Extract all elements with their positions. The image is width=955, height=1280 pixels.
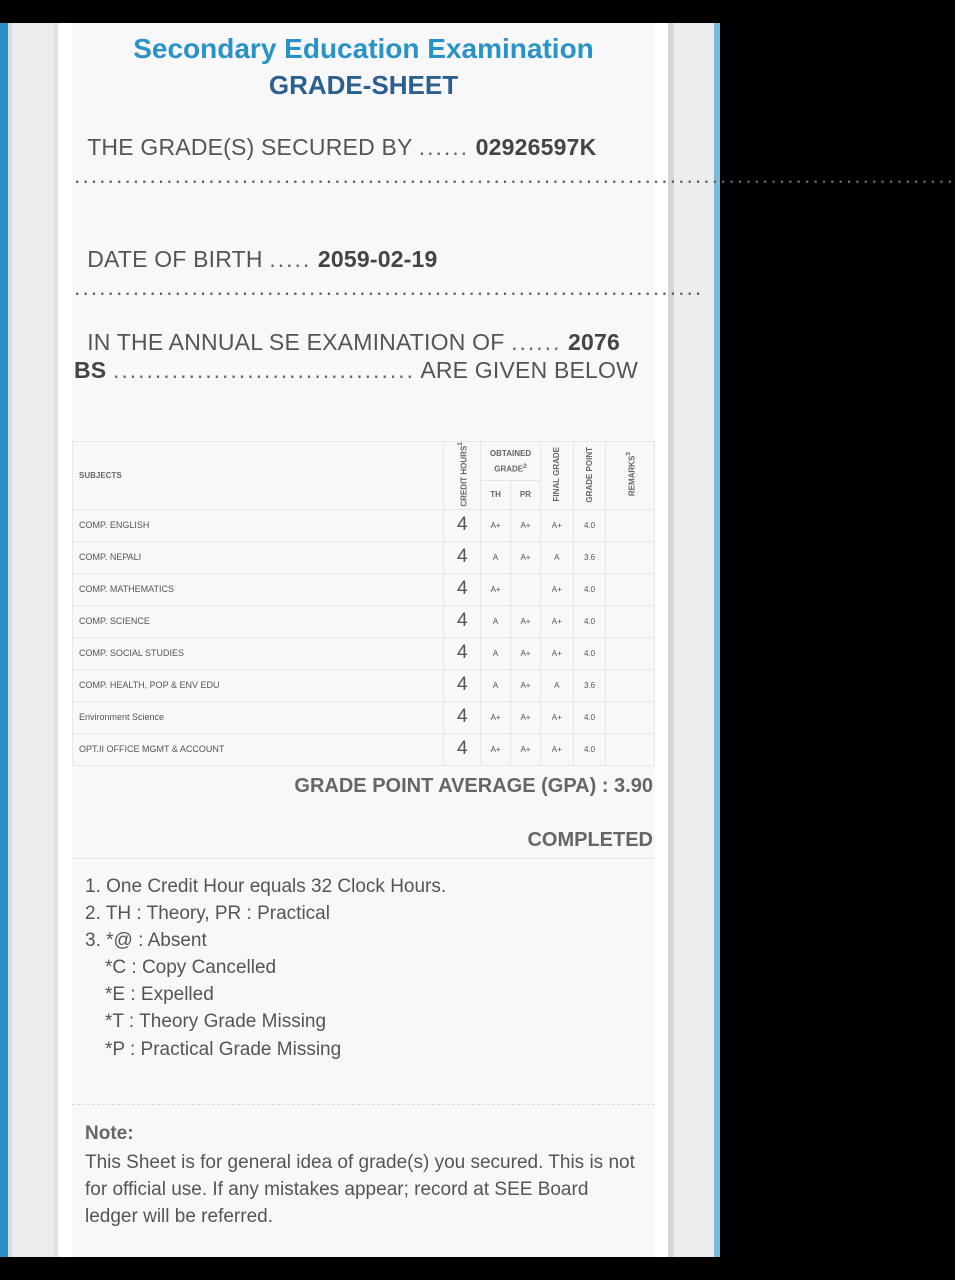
grade-point-cell: 3.6 — [573, 669, 606, 701]
table-row — [73, 637, 655, 669]
th-grade-cell: A+ — [481, 573, 511, 605]
table-row — [73, 573, 655, 605]
secured-by-paragraph: THE GRADE(S) SECURED BY ...... 02926597K ......................................................................................................... — [74, 134, 955, 188]
subject-cell: COMP. ENGLISH — [73, 509, 444, 541]
remarks-cell — [606, 669, 655, 701]
legend-theory-missing: *T : Theory Grade Missing — [105, 1011, 327, 1032]
browser-viewport[interactable] — [0, 23, 955, 1257]
credit-hours-label: CREDIT HOURS — [459, 445, 469, 507]
credit-cell: 4 — [444, 509, 481, 541]
dob-label: DATE OF BIRTH — [87, 246, 263, 272]
grade-point-header — [573, 442, 606, 510]
pr-grade-cell: A+ — [511, 509, 541, 541]
date-of-birth: 2059-02-19 — [317, 246, 438, 272]
credit-cell: 4 — [444, 541, 481, 573]
pr-grade-cell: A+ — [511, 605, 541, 637]
subject-cell: Environment Science — [73, 701, 444, 733]
credit-cell: 4 — [444, 573, 481, 605]
credit-cell: 4 — [444, 605, 481, 637]
credit-cell: 4 — [444, 669, 481, 701]
legend-expelled: *E : Expelled — [105, 984, 214, 1005]
final-grade-cell: A+ — [540, 637, 573, 669]
exam-label: IN THE ANNUAL SE EXAMINATION OF — [87, 329, 505, 355]
remarks-sup: 3 — [624, 452, 632, 456]
subject-cell: COMP. SOCIAL STUDIES — [73, 637, 444, 669]
final-grade-header — [540, 442, 573, 510]
grade-point-cell: 4.0 — [573, 605, 606, 637]
table-header-row — [73, 442, 655, 481]
th-grade-cell: A+ — [481, 733, 511, 765]
pr-grade-cell: A+ — [511, 733, 541, 765]
final-grade-cell: A+ — [540, 573, 573, 605]
remarks-cell — [606, 701, 655, 733]
note-heading: Note: — [85, 1123, 134, 1144]
credit-cell: 4 — [444, 701, 481, 733]
right-gutter — [670, 23, 714, 1257]
exam-year: 2076 BS — [74, 329, 620, 383]
left-gutter — [12, 23, 54, 1257]
subject-cell: COMP. HEALTH, POP & ENV EDU — [73, 669, 444, 701]
table-row — [73, 669, 655, 701]
status-bar — [0, 0, 720, 23]
legend-box — [72, 858, 655, 1105]
symbol-number: 02926597K — [475, 134, 597, 160]
exam-title: Secondary Education Examination — [133, 33, 594, 64]
final-grade-cell: A+ — [540, 509, 573, 541]
grade-point-cell: 4.0 — [573, 573, 606, 605]
grade-sheet-content — [72, 23, 955, 1257]
table-row — [73, 509, 655, 541]
legend-copy-cancelled: *C : Copy Cancelled — [105, 957, 277, 978]
grade-point-cell: 4.0 — [573, 509, 606, 541]
sheet-subtitle: GRADE-SHEET — [268, 70, 459, 100]
th-grade-cell: A+ — [481, 701, 511, 733]
grade-point-cell: 4.0 — [573, 637, 606, 669]
remarks-cell — [606, 605, 655, 637]
pr-grade-cell: A+ — [511, 701, 541, 733]
th-grade-cell: A — [481, 637, 511, 669]
grade-point-cell: 4.0 — [573, 701, 606, 733]
legend-credit-hour: 1. One Credit Hour equals 32 Clock Hours. — [85, 876, 447, 897]
exam-paragraph: IN THE ANNUAL SE EXAMINATION OF ...... 2076 BS .................................... ARE GIVEN BELOW — [74, 329, 639, 383]
pr-grade-cell: A+ — [511, 637, 541, 669]
right-shadow — [668, 23, 674, 1257]
final-grade-cell: A — [540, 541, 573, 573]
table-row — [73, 605, 655, 637]
th-header: TH — [481, 480, 511, 509]
credit-hours-sup: 1 — [456, 442, 464, 446]
obtained-grade-label: OBTAINED GRADE — [489, 448, 532, 474]
credit-cell: 4 — [444, 733, 481, 765]
credit-hours-header — [444, 442, 481, 510]
subject-cell: OPT.II OFFICE MGMT & ACCOUNT — [73, 733, 444, 765]
remarks-label: REMARKS — [627, 455, 637, 497]
scrollbar-track[interactable] — [714, 23, 720, 1257]
legend-absent: 3. *@ : Absent — [85, 930, 207, 951]
grade-point-cell: 4.0 — [573, 733, 606, 765]
final-grade-cell: A+ — [540, 605, 573, 637]
navigation-bar — [0, 1257, 720, 1280]
credit-cell: 4 — [444, 637, 481, 669]
given-below-text: ARE GIVEN BELOW — [420, 357, 639, 383]
grades-table — [72, 441, 655, 766]
subject-cell: COMP. NEPALI — [73, 541, 444, 573]
obtained-grade-header — [481, 442, 541, 481]
remarks-cell — [606, 541, 655, 573]
legend-th-pr: 2. TH : Theory, PR : Practical — [85, 903, 330, 924]
final-grade-cell: A+ — [540, 733, 573, 765]
grade-point-cell: 3.6 — [573, 541, 606, 573]
left-edge-accent — [0, 23, 8, 1257]
table-row — [73, 701, 655, 733]
gpa-summary: GRADE POINT AVERAGE (GPA) : 3.90 — [294, 775, 653, 797]
final-grade-cell: A+ — [540, 701, 573, 733]
final-grade-cell: A — [540, 669, 573, 701]
remarks-cell — [606, 573, 655, 605]
th-grade-cell: A — [481, 605, 511, 637]
legend-practical-missing: *P : Practical Grade Missing — [105, 1039, 342, 1060]
remarks-cell — [606, 637, 655, 669]
table-row — [73, 541, 655, 573]
subjects-header: SUBJECTS — [73, 442, 444, 510]
pr-header: PR — [511, 480, 541, 509]
secured-by-label: THE GRADE(S) SECURED BY — [87, 134, 413, 160]
obtained-grade-sup: 2 — [523, 462, 527, 470]
pr-grade-cell: A+ — [511, 669, 541, 701]
remarks-cell — [606, 509, 655, 541]
note-text: This Sheet is for general idea of grade(s) you secured. This is not for official use. If any mistakes appear; record at SEE Board ledger will be referred. — [85, 1152, 635, 1227]
result-status: COMPLETED — [527, 829, 653, 851]
grade-point-label: GRADE POINT — [585, 446, 595, 503]
subject-cell: COMP. MATHEMATICS — [73, 573, 444, 605]
dob-paragraph: DATE OF BIRTH ..... 2059-02-19 ........................................................................... — [74, 246, 704, 300]
subject-cell: COMP. SCIENCE — [73, 605, 444, 637]
final-grade-label: FINAL GRADE — [552, 447, 562, 502]
table-row — [73, 733, 655, 765]
grade-sheet-card — [58, 23, 955, 1257]
remarks-cell — [606, 733, 655, 765]
th-grade-cell: A — [481, 541, 511, 573]
pr-grade-cell: A+ — [511, 541, 541, 573]
remarks-header — [606, 442, 655, 510]
th-grade-cell: A+ — [481, 509, 511, 541]
th-grade-cell: A — [481, 669, 511, 701]
pr-grade-cell — [511, 573, 541, 605]
